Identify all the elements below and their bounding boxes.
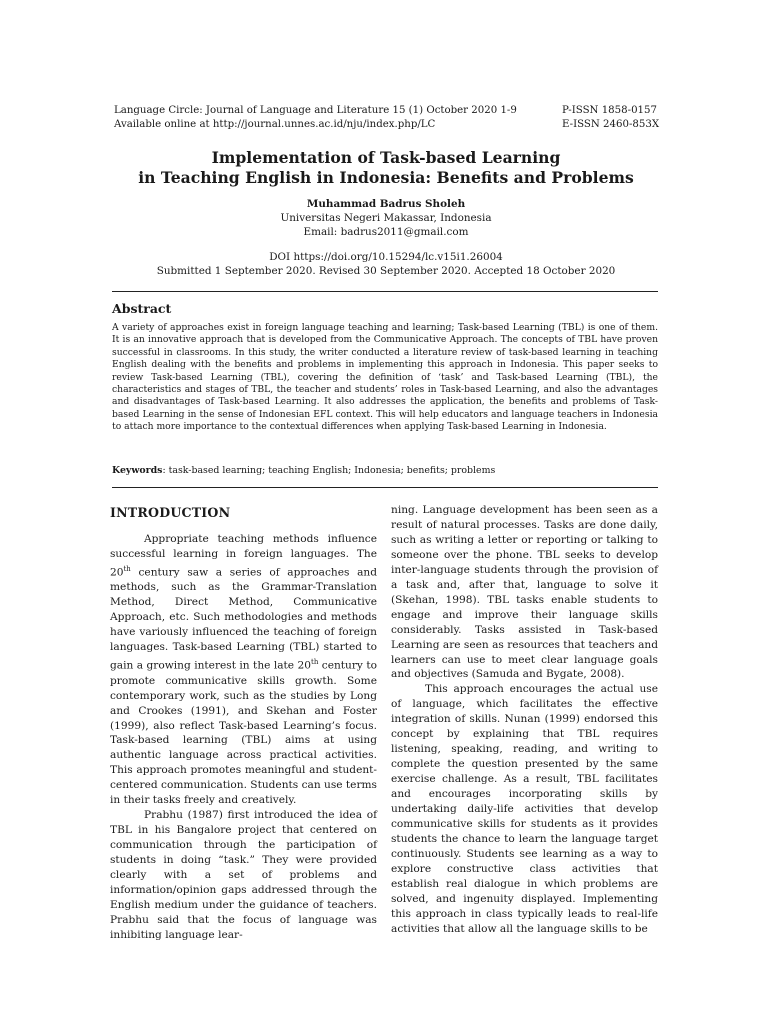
keywords-text: : task-based learning; teaching English; Indonesia; benefits; problems xyxy=(162,465,496,476)
intro-paragraph-3: ning. Language development has been seen as a result of natural processes. Tasks are done daily, such as writing a letter or reporting or talking to someone over the phone. TBL seeks to develop inter-language students through the provision of a task and, after that, language to solve it (Skehan, 1998). TBL tasks enable students to engage and improve their language skills considerably. Tasks assisted in Task-based Learning are seen as resources that teachers and learners can use to meet clear language goals and objectives (Samuda and Bygate, 2008). xyxy=(391,504,658,681)
doi-link[interactable]: DOI https://doi.org/10.15294/lc.v15i1.26004 xyxy=(269,251,503,263)
right-column xyxy=(391,503,658,937)
keywords-label: Keywords xyxy=(112,465,163,476)
issn-block xyxy=(562,104,659,132)
intro-paragraph-1 xyxy=(110,532,377,808)
submission-dates: Submitted 1 September 2020. Revised 30 September 2020. Accepted 18 October 2020 xyxy=(156,265,616,277)
author-name: Muhammad Badrus Sholeh xyxy=(306,198,466,210)
journal-header xyxy=(114,104,517,132)
intro-paragraph-4: This approach encourages the actual use of language, which facilitates the effective integration of skills. Nunan (1999) endorsed this concept by explaining that TBL requires listening, speaking, reading, and writing to complete the question presented by the same exercise challenge. As a result, TBL facilitates and encourages incorporating skills by undertaking daily-life activities that develop communicative skills for students as it provides students the chance to learn the language target continuously. Students see learning as a way to explore constructive class activities that establish real dialogue in which problems are solved, and ingenuity displayed. Implementing this approach in class typically leads to real-life activities that allow all the language skills to be xyxy=(391,683,658,935)
intro-paragraph-2: Prabhu (1987) first introduced the idea of TBL in his Bangalore project that centered on communication through the participation of students in doing “task.” They were provided clearly with a set of problems and information/opinion gaps addressed through the English medium under the guidance of teachers. Prabhu said that the focus of language was inhibiting language lear- xyxy=(110,809,377,941)
intro-p1-part-a: Appropriate teaching methods influence successful learning in foreign languages. The 20 xyxy=(110,533,377,579)
journal-online-link[interactable]: Available online at http://journal.unnes.ac.id/nju/index.php/LC xyxy=(114,119,436,130)
divider-bottom xyxy=(112,487,658,488)
abstract-text: A variety of approaches exist in foreign language teaching and learning; Task-based Learning (TBL) is one of them. It is an innovative approach that is developed from the Communicative Approach. The concepts of TBL have proven successful in classrooms. In this study, the writer conducted a literature review of task-based learning in teaching English dealing with the benefits and problems in implementing this approach in Indonesia. This paper seeks to review Task-based Learning (TBL), covering the definition of ‘task’ and Task-based Learning (TBL), the characteristics and stages of TBL, the teacher and students’ roles in Task-based Learning, and also the advantages and disadvantages of Task-based Learning. It also addresses the application, the benefits and problems of Task-based Learning in the sense of Indonesian EFL context. This will help educators and language teachers in Indonesia to attach more importance to the contextual differences when applying Task-based Learning in Indonesia. xyxy=(112,322,658,433)
publication-info xyxy=(114,250,658,278)
abstract-heading: Abstract xyxy=(112,301,172,316)
journal-citation: Language Circle: Journal of Language and Literature 15 (1) October 2020 1-9 xyxy=(114,105,517,116)
print-issn: P-ISSN 1858-0157 xyxy=(562,105,657,116)
title-line-2: in Teaching English in Indonesia: Benefits and Problems xyxy=(138,168,634,187)
intro-p1-part-c: century to promote communicative skills growth. Some contemporary work, such as the studies by Long and Crookes (1991), and Skehan and Foster (1999), also reflect Task-based Learning’s focus. Task-based learning (TBL) aims at using authentic language across practical activities. This approach promotes meaningful and student-centered communication. Students can use terms in their tasks freely and creatively. xyxy=(110,659,377,807)
divider-top xyxy=(112,291,658,292)
ordinal-suffix: th xyxy=(311,658,319,667)
author-affiliation: Universitas Negeri Makassar, Indonesia xyxy=(280,212,492,224)
introduction-heading: INTRODUCTION xyxy=(110,505,231,520)
ordinal-suffix: th xyxy=(123,564,131,573)
author-email[interactable]: Email: badrus2011@gmail.com xyxy=(303,226,469,238)
article-title xyxy=(114,148,658,188)
intro-p1-part-b: century saw a series of approaches and methods, such as the Grammar-Translation Method, Direct Method, Communicative Approach, etc. Such methodologies and methods have variously influenced the teaching of foreign languages. Task-based Learning (TBL) started to gain a growing interest in the late 20 xyxy=(110,566,377,672)
left-column xyxy=(110,532,377,943)
author-block xyxy=(114,197,658,239)
keywords-line xyxy=(112,465,495,476)
title-line-1: Implementation of Task-based Learning xyxy=(211,148,561,167)
electronic-issn: E-ISSN 2460-853X xyxy=(562,119,660,130)
